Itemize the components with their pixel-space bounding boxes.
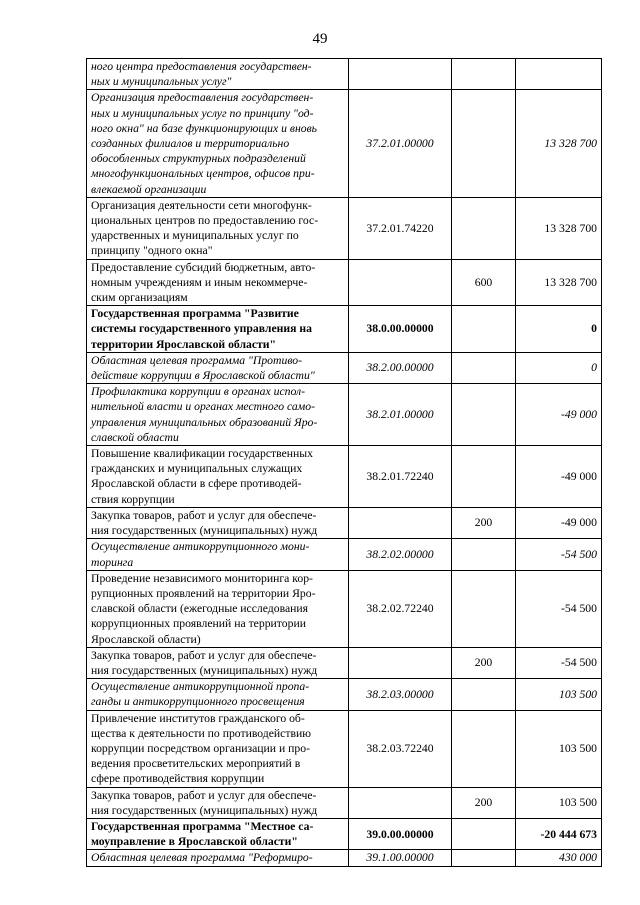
row-name-cell: Предоставление субсидий бюджетным, авто- номным учреждениям и иным некоммерче- ским организациям bbox=[87, 259, 349, 306]
page-number: 49 bbox=[312, 31, 328, 47]
amount-cell: 103 500 bbox=[516, 679, 602, 710]
amount-cell: 13 328 700 bbox=[516, 259, 602, 306]
expense-type-cell bbox=[452, 352, 516, 383]
amount-cell: 0 bbox=[516, 352, 602, 383]
amount-cell: -49 000 bbox=[516, 507, 602, 538]
row-name-cell: Закупка товаров, работ и услуг для обеспече- ния государственных (муниципальных) нужд bbox=[87, 647, 349, 678]
target-article-code-cell: 37.2.01.00000 bbox=[349, 90, 452, 197]
amount-cell: -54 500 bbox=[516, 570, 602, 647]
table-row bbox=[87, 384, 602, 446]
target-article-code-cell: 37.2.01.74220 bbox=[349, 197, 452, 259]
expense-type-cell bbox=[452, 446, 516, 508]
row-name-cell: Осуществление антикоррупционного мони- торинга bbox=[87, 539, 349, 570]
target-article-code-cell: 39.0.00.00000 bbox=[349, 818, 452, 849]
row-name-cell: Государственная программа "Развитие системы государственного управления на территории Ярославской области" bbox=[87, 306, 349, 353]
expense-type-cell bbox=[452, 384, 516, 446]
expense-type-cell: 200 bbox=[452, 647, 516, 678]
budget-table bbox=[86, 58, 602, 867]
target-article-code-cell: 38.2.03.00000 bbox=[349, 679, 452, 710]
table-row bbox=[87, 90, 602, 197]
table-row bbox=[87, 679, 602, 710]
expense-type-cell bbox=[452, 710, 516, 787]
row-name-cell: Закупка товаров, работ и услуг для обеспече- ния государственных (муниципальных) нужд bbox=[87, 507, 349, 538]
row-name-cell: Проведение независимого мониторинга кор- рупционных проявлений на территории Яро- славской области (ежегодные исследования коррупционных проявлений на территории Ярославской области) bbox=[87, 570, 349, 647]
table-row bbox=[87, 446, 602, 508]
expense-type-cell: 200 bbox=[452, 787, 516, 818]
row-name-cell: Областная целевая программа "Противо- действие коррупции в Ярославской области" bbox=[87, 352, 349, 383]
amount-cell: 430 000 bbox=[516, 850, 602, 866]
expense-type-cell bbox=[452, 679, 516, 710]
amount-cell: -54 500 bbox=[516, 539, 602, 570]
expense-type-cell bbox=[452, 90, 516, 197]
amount-cell: 0 bbox=[516, 306, 602, 353]
expense-type-cell bbox=[452, 59, 516, 90]
table-row bbox=[87, 507, 602, 538]
row-name-cell: Повышение квалификации государственных гражданских и муниципальных служащих Ярославской области в сфере противодей- ствия коррупции bbox=[87, 446, 349, 508]
table-row bbox=[87, 352, 602, 383]
expense-type-cell bbox=[452, 306, 516, 353]
target-article-code-cell: 38.2.01.00000 bbox=[349, 384, 452, 446]
row-name-cell: Осуществление антикоррупционной пропа- ганды и антикоррупционного просвещения bbox=[87, 679, 349, 710]
amount-cell: -20 444 673 bbox=[516, 818, 602, 849]
expense-type-cell bbox=[452, 197, 516, 259]
target-article-code-cell: 38.2.00.00000 bbox=[349, 352, 452, 383]
amount-cell: 13 328 700 bbox=[516, 90, 602, 197]
target-article-code-cell: 39.1.00.00000 bbox=[349, 850, 452, 866]
row-name-cell: Организация предоставления государствен- ных и муниципальных услуг по принципу "од- ного окна" на базе функционирующих и вновь созданных филиалов и территориально обособленных структурных подразделений многофункциональных центров, офисов при- влекаемой организации bbox=[87, 90, 349, 197]
table-row bbox=[87, 259, 602, 306]
target-article-code-cell bbox=[349, 59, 452, 90]
table-row bbox=[87, 710, 602, 787]
amount-cell: 13 328 700 bbox=[516, 197, 602, 259]
table-row bbox=[87, 647, 602, 678]
budget-table-body bbox=[87, 59, 602, 867]
amount-cell: 103 500 bbox=[516, 787, 602, 818]
row-name-cell: Профилактика коррупции в органах испол- нительной власти и органах местного само- управления муниципальных образований Яро- славской области bbox=[87, 384, 349, 446]
expense-type-cell bbox=[452, 818, 516, 849]
target-article-code-cell: 38.0.00.00000 bbox=[349, 306, 452, 353]
expense-type-cell bbox=[452, 539, 516, 570]
table-row bbox=[87, 539, 602, 570]
target-article-code-cell bbox=[349, 787, 452, 818]
expense-type-cell: 600 bbox=[452, 259, 516, 306]
expense-type-cell: 200 bbox=[452, 507, 516, 538]
amount-cell: -49 000 bbox=[516, 446, 602, 508]
table-row bbox=[87, 306, 602, 353]
row-name-cell: Закупка товаров, работ и услуг для обеспече- ния государственных (муниципальных) нужд bbox=[87, 787, 349, 818]
target-article-code-cell: 38.2.02.72240 bbox=[349, 570, 452, 647]
row-name-cell: Государственная программа "Местное са- моуправление в Ярославской области" bbox=[87, 818, 349, 849]
row-name-cell: Организация деятельности сети многофунк- циональных центров по предоставлению гос- ударственных и муниципальных услуг по принципу "одного окна" bbox=[87, 197, 349, 259]
target-article-code-cell bbox=[349, 507, 452, 538]
expense-type-cell bbox=[452, 850, 516, 866]
row-name-cell: Областная целевая программа "Реформиро- bbox=[87, 850, 349, 866]
amount-cell: -54 500 bbox=[516, 647, 602, 678]
table-row bbox=[87, 818, 602, 849]
table-row bbox=[87, 787, 602, 818]
amount-cell: 103 500 bbox=[516, 710, 602, 787]
row-name-cell: Привлечение институтов гражданского об- щества к деятельности по противодействию коррупции посредством организации и про- ведения просветительских мероприятий в сфере противодействия коррупции bbox=[87, 710, 349, 787]
target-article-code-cell bbox=[349, 647, 452, 678]
table-row bbox=[87, 59, 602, 90]
target-article-code-cell bbox=[349, 259, 452, 306]
target-article-code-cell: 38.2.01.72240 bbox=[349, 446, 452, 508]
row-name-cell: ного центра предоставления государствен- ных и муниципальных услуг" bbox=[87, 59, 349, 90]
table-row bbox=[87, 570, 602, 647]
expense-type-cell bbox=[452, 570, 516, 647]
amount-cell: -49 000 bbox=[516, 384, 602, 446]
amount-cell bbox=[516, 59, 602, 90]
target-article-code-cell: 38.2.03.72240 bbox=[349, 710, 452, 787]
table-row bbox=[87, 197, 602, 259]
table-row bbox=[87, 850, 602, 866]
target-article-code-cell: 38.2.02.00000 bbox=[349, 539, 452, 570]
